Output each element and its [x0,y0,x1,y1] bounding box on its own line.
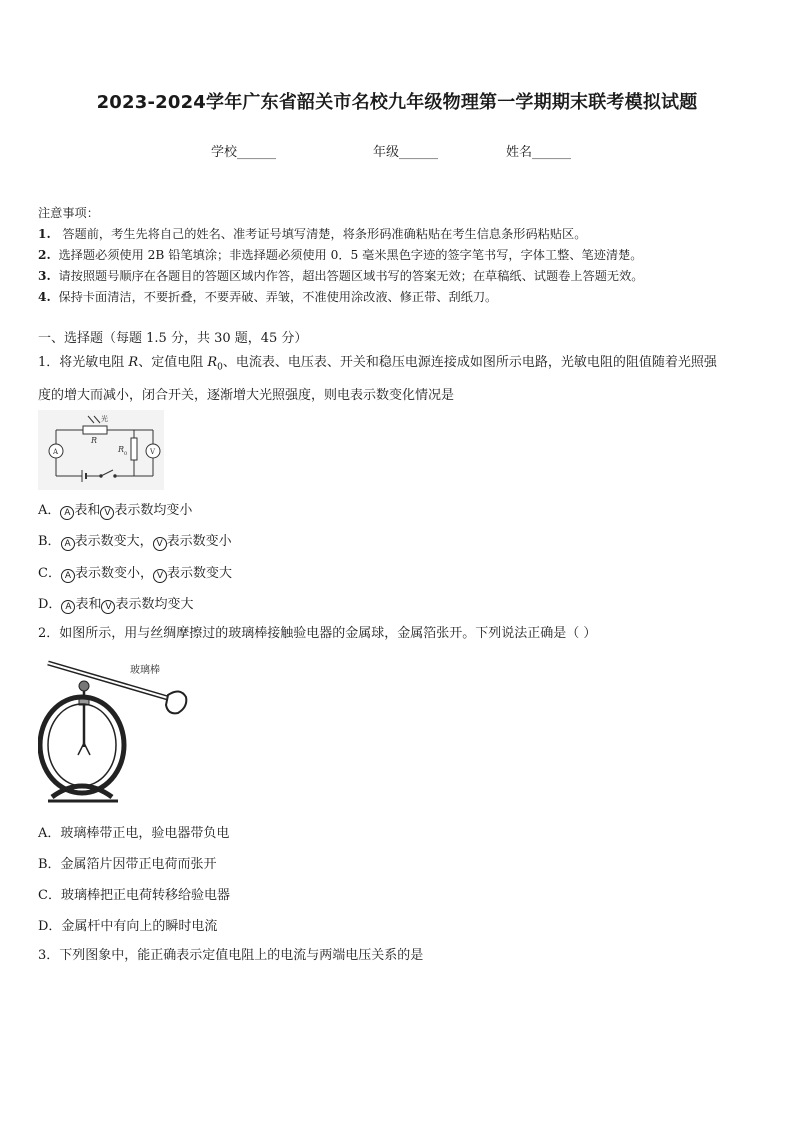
ammeter-icon: A [60,506,74,520]
notes-block [38,203,643,308]
q2-option-c: C．玻璃棒把正电荷转移给验电器 [38,888,230,903]
note-item: 3. 请按照题号顺序在各题目的答题区域内作答，超出答题区域书写的答案无效；在草稿纸、试题卷上答题无效。 [38,269,644,283]
voltmeter-icon: V [100,506,114,520]
ammeter-icon: A [61,537,75,551]
r0-sub-label: 0 [124,451,128,457]
grade-field: 年级______ [373,145,439,160]
school-field: 学校______ [211,145,277,160]
question-1-stem: 1．将光敏电阻 R、定值电阻 $R_0$、电流表、电压表、开关和稳压电源连接成如图所示电路，光敏电阻的阻值随着光照强 度的增大而减小，闭合开关，逐渐增大光照强度，则电表示数变化情况是 [38,355,717,403]
voltmeter-icon: V [101,600,115,614]
page-title: 2023-2024学年广东省韶关市名校九年级物理第一学期期末联考模拟试题 [96,92,698,113]
q1-option-d: D． A 表和 V 表示数均变大 [38,597,194,612]
voltmeter-label: V [150,448,156,456]
section-heading: 一、选择题（每题 1.5 分，共 30 题，45 分） [38,331,308,346]
q2-option-b: B．金属箔片因带正电荷而张开 [38,857,217,872]
ammeter-icon: A [61,569,75,583]
voltmeter-icon: V [153,569,167,583]
note-item: 4. 保持卡面清洁，不要折叠，不要弄破、弄皱，不准使用涂改液、修正带、刮纸刀。 [38,290,498,304]
voltmeter-icon: V [153,537,167,551]
ammeter-label: A [53,448,59,456]
note-item: 1. 答题前，考生先将自己的姓名、准考证号填写清楚，将条形码准确粘贴在考生信息条形码粘贴区。 [38,227,587,241]
circuit-diagram [38,410,164,490]
glass-rod-label: 玻璃棒 [130,665,160,676]
question-3-stem: 3．下列图象中，能正确表示定值电阻上的电流与两端电压关系的是 [38,948,424,963]
question-2-stem: 2．如图所示，用与丝绸摩擦过的玻璃棒接触验电器的金属球，金属箔张开。下列说法正确是（ ） [38,626,597,641]
q2-option-a: A．玻璃棒带正电，验电器带负电 [38,826,230,841]
notes-heading: 注意事项： [38,206,99,220]
ammeter-icon: A [61,600,75,614]
electroscope-diagram [38,655,190,805]
q1-option-a: A． A 表和 V 表示数均变小 [38,503,193,518]
q2-option-d: D．金属杆中有向上的瞬时电流 [38,919,218,934]
q1-option-b: B． A 表示数变大， V 表示数变小 [38,534,232,549]
name-field: 姓名______ [506,145,572,160]
r-label: R [91,436,98,445]
r0-label: R [118,445,125,454]
note-item: 2. 选择题必须使用 2B 铅笔填涂；非选择题必须使用 0．5 毫米黑色字迹的签字笔书写，字体工整、笔迹清楚。 [38,248,643,262]
light-label: 光 [101,415,108,423]
q1-option-c: C． A 表示数变小， V 表示数变大 [38,566,232,581]
